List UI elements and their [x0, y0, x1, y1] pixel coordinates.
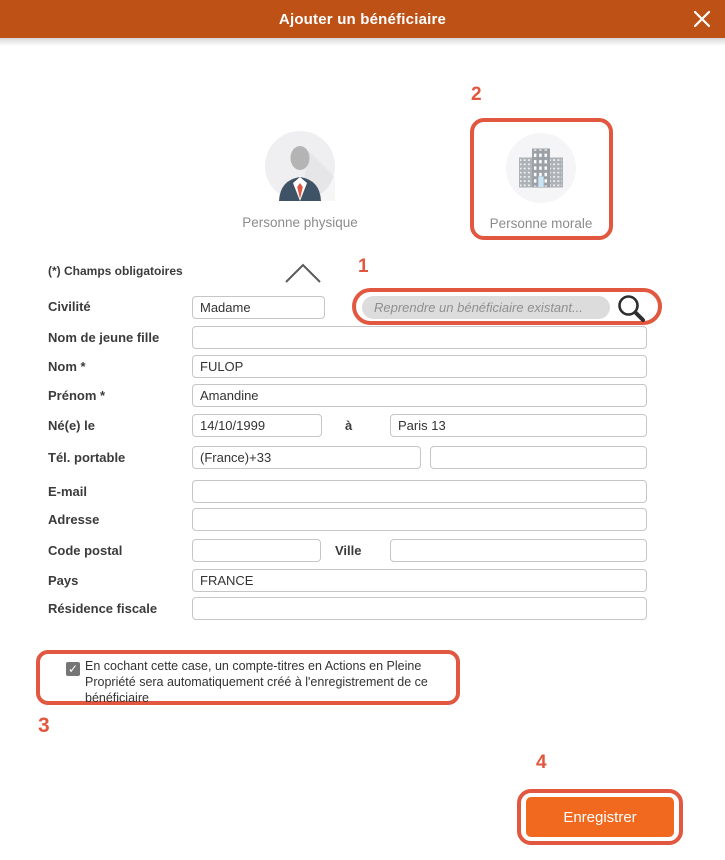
- auto-account-checkbox-text: En cochant cette case, un compte-titres en Actions en Pleine Propriété sera automatiquement créé à l'enregistrement de ce bénéficiaire: [85, 659, 428, 705]
- pays-input[interactable]: [192, 569, 647, 592]
- ne-le-label: Né(e) le: [48, 418, 95, 433]
- search-icon: [616, 293, 646, 323]
- nom-jeune-fille-input[interactable]: [192, 326, 647, 349]
- civilite-input[interactable]: [192, 296, 325, 319]
- email-input[interactable]: [192, 480, 647, 503]
- dialog-title: Ajouter un bénéficiaire: [278, 10, 447, 28]
- tel-number-input[interactable]: [430, 446, 647, 469]
- close-button[interactable]: [689, 6, 715, 32]
- annotation-number-4: 4: [536, 752, 547, 773]
- tel-prefix-input[interactable]: [192, 446, 421, 469]
- person-physique-label: Personne physique: [242, 215, 358, 230]
- residence-fiscale-label: Résidence fiscale: [48, 601, 158, 616]
- code-postal-label: Code postal: [48, 543, 123, 558]
- adresse-label: Adresse: [48, 512, 100, 527]
- required-fields-note: (*) Champs obligatoires: [48, 264, 183, 278]
- prenom-label: Prénom *: [48, 388, 106, 403]
- residence-fiscale-input[interactable]: [192, 597, 647, 620]
- a-label: à: [345, 418, 353, 433]
- annotation-number-1: 1: [358, 256, 369, 277]
- checkmark-icon: ✓: [67, 662, 79, 676]
- code-postal-input[interactable]: [192, 539, 321, 562]
- prenom-input[interactable]: [192, 384, 647, 407]
- header-shadow: [0, 38, 725, 46]
- collapse-chevron-icon[interactable]: [283, 262, 323, 284]
- person-morale-label: Personne morale: [489, 216, 593, 231]
- dialog-header: [0, 0, 725, 38]
- civilite-label: Civilité: [48, 299, 91, 314]
- ville-label: Ville: [335, 543, 362, 558]
- adresse-input[interactable]: [192, 508, 647, 531]
- person-suit-icon: [265, 131, 335, 201]
- search-existing-beneficiary-input[interactable]: [362, 296, 610, 319]
- save-button[interactable]: Enregistrer: [526, 797, 674, 837]
- birth-place-input[interactable]: [390, 414, 647, 437]
- birth-date-input[interactable]: [192, 414, 322, 437]
- annotation-number-3: 3: [38, 714, 50, 737]
- ville-input[interactable]: [390, 539, 647, 562]
- tel-portable-label: Tél. portable: [48, 450, 126, 465]
- annotation-number-2: 2: [471, 84, 482, 105]
- pays-label: Pays: [48, 573, 79, 588]
- auto-account-checkbox[interactable]: [66, 662, 80, 676]
- person-physique-option[interactable]: [265, 131, 335, 201]
- building-icon: [506, 133, 576, 203]
- nom-label: Nom *: [48, 359, 86, 374]
- nom-input[interactable]: [192, 355, 647, 378]
- close-icon: [692, 9, 712, 29]
- nom-jeune-fille-label: Nom de jeune fille: [48, 330, 160, 345]
- person-morale-option[interactable]: [506, 133, 576, 203]
- email-label: E-mail: [48, 484, 88, 499]
- search-button[interactable]: [615, 293, 647, 323]
